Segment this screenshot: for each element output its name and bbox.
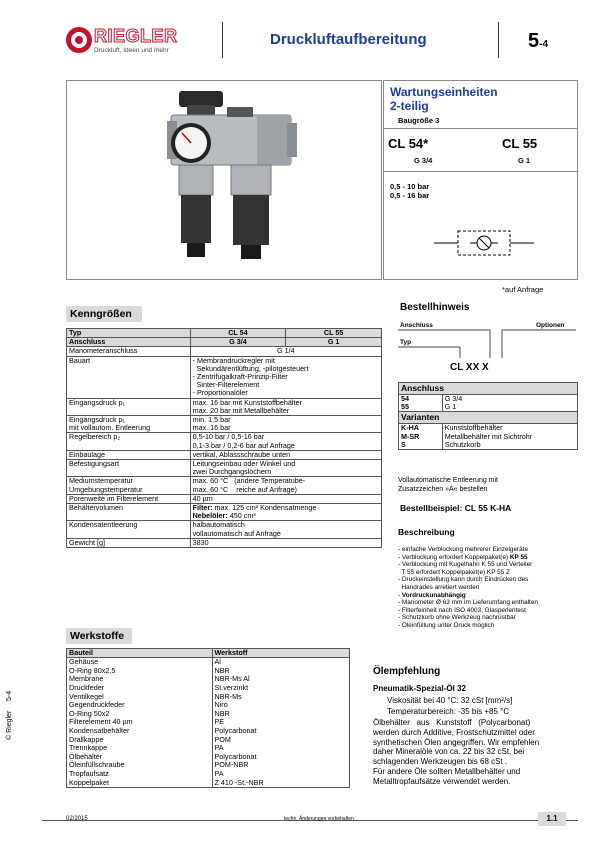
row-value: min. 1,5 bar <box>192 415 231 425</box>
footnote: *auf Anfrage <box>502 285 544 294</box>
row-label: Umgebungstemperatur <box>69 484 143 494</box>
part-name: Ventilkegel <box>69 691 104 701</box>
part-name: Druckfeder <box>69 682 105 692</box>
beschreibung-list <box>398 546 580 630</box>
list-item: - Verblockung mit Kugelhahn K 55 und Verteiler <box>398 561 533 569</box>
footer-page: 1.1 <box>538 812 566 826</box>
table-row <box>67 477 382 494</box>
part-name: Kondensatbehälter <box>69 725 130 735</box>
part-name: O-Ring 80x2,5 <box>69 665 116 675</box>
product-title: Wartungseinheiten 2-teilig <box>390 85 498 113</box>
material-name: Niro <box>214 700 228 710</box>
list-item: - Verblockung erfordert Koppelpaket(e) KP 55 <box>398 553 528 561</box>
optionen-label: Optionen <box>536 322 565 329</box>
row-value: max. 20 bar mit Metallbehälter <box>192 405 290 415</box>
material-name: Polycarbonat <box>214 725 257 735</box>
material-name: St.verzinkt <box>214 682 249 692</box>
row-value: 40 µm <box>192 493 213 503</box>
text-line: synthetischen Ölen angegriffen. Wir empfehlen <box>373 737 540 747</box>
text-line: Für andere Öle sollten Metallbehälter und <box>373 766 521 776</box>
material-name: NBR-Ms Al <box>214 674 250 684</box>
list-item: - Öleinfüllung unter Druck möglich <box>398 621 495 629</box>
werkstoffe-title: Werkstoffe <box>66 628 132 644</box>
table-row <box>67 521 382 538</box>
model-thread: G 3/4 <box>414 156 433 165</box>
footer-note: techn. Änderungen vorbehalten <box>284 816 354 822</box>
table-row <box>67 433 382 450</box>
model-name: CL 55 <box>502 136 538 151</box>
row-value: zwei Durchgangslöchern <box>192 467 272 477</box>
oel-text <box>373 718 579 787</box>
oel-title: Ölempfehlung <box>373 666 441 677</box>
row-label: Porenweite im Filterelement <box>69 493 159 503</box>
row-value: max. 16 bar <box>192 423 231 433</box>
list-item: - Druckeinstellung kann durch Eindrücken des <box>398 576 529 584</box>
row-value: max. 16 bar mit Kunststoffbehälter <box>192 397 302 407</box>
row-label: Kondensatentleerung <box>69 520 138 530</box>
kenngroessen-table: Typ CL 54 CL 55 Anschluss G 3/4 G 1 Manometeranschluss G 1/4 Bauart - Membrandruckregler mit Sekundärentlüftung, -pilotgesteuert - Zentrifugalkraft-Prinzip-Filter Sinter-Filterelement - Proportionalöler Eingangsdruck p₁ max. 16 bar mit Kunststoffbehälter max. 20 bar mit Metallbehälter Eingangsdruck p₁ mit vollautom. Entleerung min. 1,5 bar max. 16 bar Regelbereich p₂ 0,5-10 bar / 0,5-16 bar 0,1-3 bar / 0,2-6 bar auf Anfrage Einbaulage vertikal, Ablassschraube unten Befestigungsart Leitungseinbau oder Winkel und zwei Durchgangslöchern Mediumstemperatur Umgebungstemperatur max. 60 °C (andere Temperatube- max. 60 °C reiche auf Anfrage) Porenweite im Filterelement 40 µm Behältervolumen Filter: max. 125 cm³ Kondensatmenge Nebelöler: 450 cm³ Kondensatentleerung halbautomatisch vollautomatisch auf Anfrage Gewicht [g] 3830 <box>66 328 382 548</box>
row-value: Sekundärentlüftung, -pilotgesteuert <box>192 363 309 373</box>
row-value: Nebelöler: 450 cm³ <box>192 511 256 521</box>
row-label: Behältervolumen <box>69 503 123 513</box>
part-name: Filterelement 40 µm <box>69 717 133 727</box>
werkstoffe-table: Bauteil Werkstoff Gehäuse O-Ring 80x2,5 Membrane Druckfeder Ventilkegel Gegendruckfeder O-Ring 50x2 Filterelement 40 µm Kondensatbehälter Drallkappe Trennkappe Ölbehälter Öleinfüllschraube Tropfaufsatz Koppelpaket Al NBR NBR-Ms Al St.verzinkt NBR-Ms Niro NBR PE Polycarbonat POM PA Polycarbonat POM-NBR PA Z 410 -St.-NBR <box>66 648 350 788</box>
row-label: Mediumstemperatur <box>69 476 133 486</box>
brand-logo-icon <box>66 27 92 53</box>
material-name: Polycarbonat <box>214 751 257 761</box>
row-label: Einbaulage <box>69 449 105 459</box>
table-row <box>67 538 382 547</box>
oel-temperature: Temperaturbereich: -35 bis +85 °C <box>387 707 510 716</box>
table-row <box>67 460 382 477</box>
symbol-icon <box>434 227 534 259</box>
oel-viscosity: Viskosität bei 40 °C: 32 cSt [mm²/s] <box>387 696 513 705</box>
order-note: Vollautomatische Entleerung mit Zusatzzeichen »A« bestellen <box>398 477 498 493</box>
part-name: O-Ring 50x2 <box>69 708 110 718</box>
text-line: daher Mineralöle von ca. 22 bis 32 cSt, bei <box>373 747 525 757</box>
row-value: 3830 <box>192 537 209 547</box>
typ-label: Typ <box>400 339 412 346</box>
row-label: Eingangsdruck p₁ <box>69 415 125 425</box>
row-label: Regelbereich p₂ <box>69 432 121 442</box>
brand-name: RIEGLER <box>94 26 178 46</box>
row-label: mit vollautom. Entleerung <box>69 423 151 433</box>
list-item: Handrades arretiert werden <box>398 583 480 591</box>
part-name: Trennkappe <box>69 743 108 753</box>
anschluss-table: Anschluss 54 55 G 3/4 G 1 Varianten K-HA M-SR S Kunststoffbehälter Metallbehälter mit Sichtrohr Schutzkorb <box>398 382 578 450</box>
material-name: NBR <box>214 665 230 675</box>
row-value: - Proportionalöler <box>192 388 248 398</box>
material-name: PE <box>214 717 225 727</box>
row-value: 0,1-3 bar / 0,2-6 bar auf Anfrage <box>192 440 295 450</box>
row-value: max. 60 °C reiche auf Anfrage) <box>192 484 297 494</box>
order-example: Bestellbeispiel: CL 55 K-HA <box>400 503 512 513</box>
table-row <box>67 347 382 356</box>
table-row <box>67 356 382 398</box>
kenngroessen-title: Kenngrößen <box>66 306 142 322</box>
list-item: - Schutzkorb ohne Werkzeug nachrüstbar <box>398 614 516 622</box>
part-name: Tropfaufsatz <box>69 768 109 778</box>
material-name: NBR-Ms <box>214 691 242 701</box>
row-value: 0,5-10 bar / 0,5-16 bar <box>192 432 265 442</box>
row-label: Manometeranschluss <box>69 346 138 356</box>
part-name: Membrane <box>69 674 104 684</box>
model-name: CL 54* <box>388 136 429 151</box>
material-name: PA <box>214 768 224 778</box>
header-divider <box>222 22 223 58</box>
text-line: schlagenden Werkzeugen bis 68 cSt . <box>373 757 508 767</box>
list-item: - Vordruckunabhängig <box>398 591 466 599</box>
part-name: Ölbehälter <box>69 751 103 761</box>
row-value: G 1/4 <box>276 346 295 356</box>
header-divider <box>498 22 499 58</box>
text-line: Metalltropfaufsätze verwendet werden. <box>373 776 511 786</box>
row-label: Eingangsdruck p₁ <box>69 397 125 407</box>
row-label: Befestigungsart <box>69 459 119 469</box>
beschreibung-title: Beschreibung <box>398 527 455 537</box>
model-thread: G 1 <box>518 156 531 165</box>
product-photo <box>66 80 382 280</box>
page-title: Druckluftaufbereitung <box>270 31 427 48</box>
part-name: Gegendruckfeder <box>69 700 125 710</box>
text-line: Ölbehälter aus Kunststoff (Polycarbonat) <box>373 718 531 727</box>
text-line: werden durch Additive, Frostschutzmittel oder <box>373 727 535 737</box>
footer-date: 02/2015 <box>66 816 88 822</box>
row-value: vollautomatisch auf Anfrage <box>192 528 281 538</box>
row-label: Bauart <box>69 355 91 365</box>
product-size: Baugröße 3 <box>398 116 440 125</box>
material-name: NBR <box>214 708 230 718</box>
pressure-ranges: 0,5 - 10 bar 0,5 - 16 bar <box>390 182 430 200</box>
material-name: POM <box>214 734 231 744</box>
table-row <box>67 416 382 433</box>
order-code-diagram <box>398 328 578 364</box>
row-value: - Zentrifugalkraft-Prinzip-Filter <box>192 372 288 382</box>
row-value: Leitungseinbau oder Winkel und <box>192 459 296 469</box>
row-value: - Membrandruckregler mit <box>192 355 275 365</box>
row-value: Filter: max. 125 cm³ Kondensatmenge <box>192 503 317 513</box>
table-row <box>67 398 382 415</box>
material-name: PA <box>214 743 224 753</box>
row-value: Sinter-Filterelement <box>192 380 260 390</box>
part-name: Drallkappe <box>69 734 104 744</box>
part-name: Gehäuse <box>69 657 99 667</box>
part-name: Koppelpaket <box>69 777 109 787</box>
row-value: halbautomatisch <box>192 520 245 530</box>
material-name: Al <box>214 657 221 667</box>
list-item: T 55 erfordert Koppelpaket(e) KP 55 Z <box>398 568 510 576</box>
table-row <box>67 504 382 521</box>
product-info-box <box>383 80 578 280</box>
brand-slogan: Druckluft, Ideen und mehr <box>94 47 169 54</box>
material-name: POM-NBR <box>214 760 249 770</box>
part-name: Öleinfüllschraube <box>69 760 125 770</box>
side-copyright: © Riegler 5-4 <box>6 690 13 740</box>
oel-subtitle: Pneumatik-Spezial-Öl 32 <box>373 684 466 693</box>
order-code: CL XX X <box>450 362 489 373</box>
row-value: vertikal, Ablassschraube unten <box>192 449 291 459</box>
bestell-title: Bestellhinweis <box>400 302 470 313</box>
page-number: 5-4 <box>528 30 549 52</box>
row-value: max. 60 °C (andere Temperatube- <box>192 476 306 486</box>
anschluss-label: Anschluss <box>400 322 433 329</box>
material-name: Z 410 -St.-NBR <box>214 777 264 787</box>
row-label: Gewicht [g] <box>69 537 105 547</box>
list-item: - Filterfeinheit nach ISO 4003, Glasperlentest <box>398 606 526 614</box>
list-item: - einfache Verblockung mehrerer Einzelgeräte <box>398 546 529 553</box>
list-item: - Manometer Ø 63 mm im Lieferumfang enthalten <box>398 599 538 607</box>
